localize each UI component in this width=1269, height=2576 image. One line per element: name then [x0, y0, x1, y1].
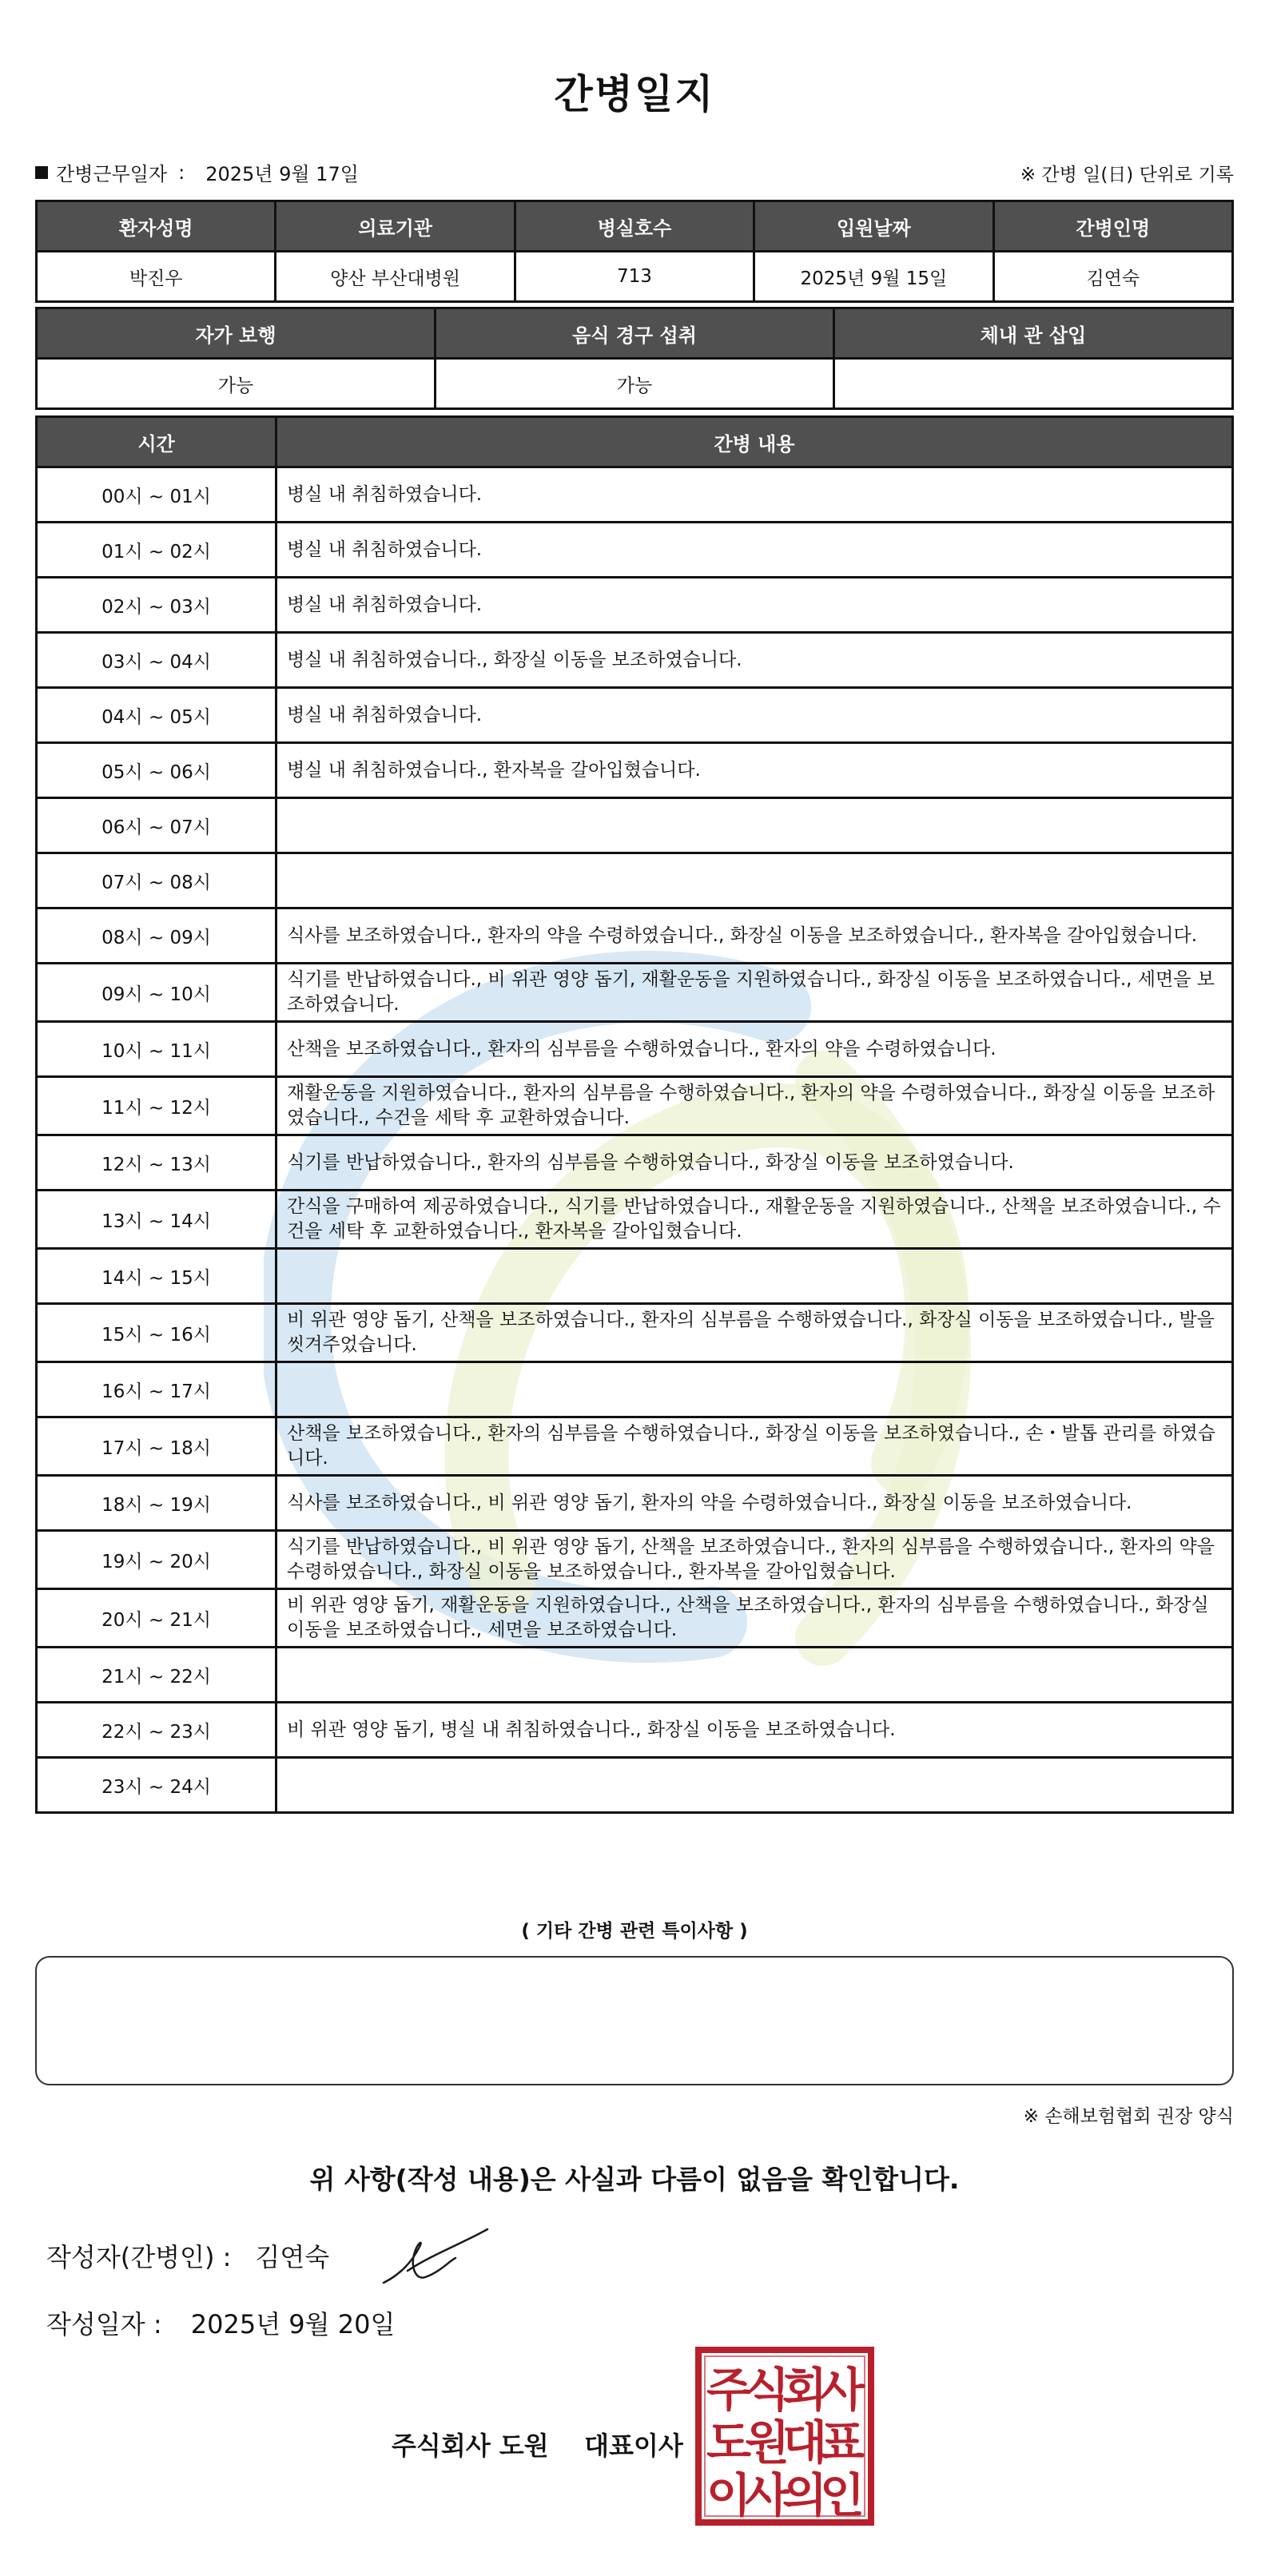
log-time: 06시 ~ 07시 [37, 798, 276, 853]
signature-mark [376, 2223, 495, 2295]
log-row [37, 1191, 1233, 1249]
oral-intake-value: 가능 [436, 359, 834, 409]
written-date-line [46, 2304, 395, 2341]
association-note: ※ 손해보험협회 권장 양식 [1023, 2106, 1234, 2127]
seal-char: 회 [782, 2363, 828, 2417]
header-admission-date: 입원날짜 [754, 201, 993, 252]
log-row [37, 1589, 1233, 1648]
written-date: 2025년 9월 20일 [190, 2309, 396, 2339]
log-content: 비 위관 영양 돕기, 병실 내 취침하였습니다., 화장실 이동을 보조하였습니다. [276, 1703, 1233, 1758]
written-date-label: 작성일자 : [46, 2309, 162, 2339]
patient-info-table [35, 200, 1234, 303]
log-content: 산책을 보조하였습니다., 환자의 심부름을 수행하였습니다., 화장실 이동을 보조하였습니다., 손・발톱 관리를 하였습니다. [276, 1417, 1233, 1476]
log-row [37, 908, 1233, 964]
log-content [276, 1758, 1233, 1813]
notes-title: ( 기타 간병 관련 특이사항 ) [521, 1921, 748, 1942]
log-time: 01시 ~ 02시 [37, 523, 276, 578]
log-row [37, 578, 1233, 633]
work-date [35, 158, 359, 186]
log-row [37, 1476, 1233, 1531]
header-caregiver: 간병인명 [993, 201, 1232, 252]
log-row [37, 964, 1233, 1022]
log-time: 07시 ~ 08시 [37, 853, 276, 908]
log-row [37, 1417, 1233, 1476]
patient-name: 박진우 [37, 252, 276, 302]
log-time: 13시 ~ 14시 [37, 1191, 276, 1249]
header-time: 시간 [37, 417, 276, 467]
seal-char: 식 [744, 2363, 790, 2417]
log-content: 병실 내 취침하였습니다. [276, 467, 1233, 523]
log-row [37, 1531, 1233, 1589]
log-content: 산책을 보조하였습니다., 환자의 심부름을 수행하였습니다., 환자의 약을 수령하였습니다. [276, 1022, 1233, 1077]
log-content: 비 위관 영양 돕기, 재활운동을 지원하였습니다., 산책을 보조하였습니다., 환자의 심부름을 수행하였습니다., 화장실 이동을 보조하였습니다., 세면을 보조하였습니다. [276, 1589, 1233, 1648]
log-time: 03시 ~ 04시 [37, 633, 276, 688]
log-time: 16시 ~ 17시 [37, 1362, 276, 1417]
log-row [37, 1758, 1233, 1813]
header-walking: 자가 보행 [37, 308, 436, 359]
log-content: 병실 내 취침하였습니다. [276, 688, 1233, 743]
seal-char: 사 [819, 2363, 865, 2417]
log-time: 05시 ~ 06시 [37, 743, 276, 798]
log-row [37, 853, 1233, 908]
header-patient-name: 환자성명 [37, 201, 276, 252]
log-content [276, 1362, 1233, 1417]
header-room: 병실호수 [515, 201, 754, 252]
log-row [37, 1703, 1233, 1758]
log-content: 식기를 반납하였습니다., 비 위관 영양 돕기, 산책을 보조하였습니다., 환자의 심부름을 수행하였습니다., 환자의 약을 수령하였습니다., 화장실 이동을 보조하였습니다., 환자복을 갈아입혔습니다. [276, 1531, 1233, 1589]
patient-status-table [35, 307, 1234, 410]
work-date-colon: : [178, 161, 185, 184]
log-time: 02시 ~ 03시 [37, 578, 276, 633]
author-line [46, 2237, 329, 2274]
hospital-name: 양산 부산대병원 [276, 252, 515, 302]
log-row [37, 1022, 1233, 1077]
seal-char: 주 [706, 2363, 752, 2417]
seal-char: 의 [782, 2468, 828, 2522]
unit-note: ※ 간병 일(日) 단위로 기록 [1020, 165, 1234, 185]
log-content: 식기를 반납하였습니다., 환자의 심부름을 수행하였습니다., 화장실 이동을 보조하였습니다. [276, 1135, 1233, 1191]
log-time: 15시 ~ 16시 [37, 1304, 276, 1362]
log-row [37, 1304, 1233, 1362]
log-content [276, 798, 1233, 853]
log-time: 00시 ~ 01시 [37, 467, 276, 523]
log-row [37, 467, 1233, 523]
log-row [37, 743, 1233, 798]
log-time: 19시 ~ 20시 [37, 1531, 276, 1589]
log-content: 병실 내 취침하였습니다. [276, 523, 1233, 578]
log-content [276, 1249, 1233, 1304]
seal-char: 도 [706, 2415, 752, 2470]
log-time: 12시 ~ 13시 [37, 1135, 276, 1191]
header-hospital: 의료기관 [276, 201, 515, 252]
log-content: 식기를 반납하였습니다., 비 위관 영양 돕기, 재활운동을 지원하였습니다., 화장실 이동을 보조하였습니다., 세면을 보조하였습니다. [276, 964, 1233, 1022]
log-time: 09시 ~ 10시 [37, 964, 276, 1022]
log-content [276, 1648, 1233, 1703]
room-number: 713 [515, 252, 754, 302]
log-content: 간식을 구매하여 제공하였습니다., 식기를 반납하였습니다., 재활운동을 지원하였습니다., 산책을 보조하였습니다., 수건을 세탁 후 교환하였습니다., 환자복을 갈아입혔습니다. [276, 1191, 1233, 1249]
log-row [37, 798, 1233, 853]
log-row [37, 1135, 1233, 1191]
admission-date: 2025년 9월 15일 [754, 252, 993, 302]
log-time: 21시 ~ 22시 [37, 1648, 276, 1703]
care-log-table [35, 415, 1234, 1814]
tube-value [834, 359, 1233, 409]
log-row [37, 688, 1233, 743]
log-row [37, 523, 1233, 578]
log-time: 08시 ~ 09시 [37, 908, 276, 964]
log-time: 10시 ~ 11시 [37, 1022, 276, 1077]
log-time: 17시 ~ 18시 [37, 1417, 276, 1476]
seal-char: 표 [819, 2415, 865, 2470]
header-oral-intake: 음식 경구 섭취 [436, 308, 834, 359]
log-row [37, 1648, 1233, 1703]
confirmation-statement: 위 사항(작성 내용)은 사실과 다름이 없음을 확인합니다. [309, 2164, 960, 2195]
log-time: 20시 ~ 21시 [37, 1589, 276, 1648]
seal-char: 원 [744, 2415, 790, 2470]
seal-char: 이 [706, 2468, 752, 2522]
notes-box [35, 1956, 1234, 2085]
company-representative: 주식회사 도원 대표이사 [392, 2431, 683, 2461]
log-content: 병실 내 취침하였습니다., 화장실 이동을 보조하였습니다. [276, 633, 1233, 688]
log-row [37, 1362, 1233, 1417]
log-content [276, 853, 1233, 908]
log-row [37, 633, 1233, 688]
log-content: 병실 내 취침하였습니다., 환자복을 갈아입혔습니다. [276, 743, 1233, 798]
log-time: 04시 ~ 05시 [37, 688, 276, 743]
log-content: 식사를 보조하였습니다., 환자의 약을 수령하였습니다., 화장실 이동을 보조하였습니다., 환자복을 갈아입혔습니다. [276, 908, 1233, 964]
header-tube: 체내 관 삽입 [834, 308, 1233, 359]
seal-char: 사 [744, 2468, 790, 2522]
log-content: 식사를 보조하였습니다., 비 위관 영양 돕기, 환자의 약을 수령하였습니다., 화장실 이동을 보조하였습니다. [276, 1476, 1233, 1531]
work-date-label: 간병근무일자 [56, 163, 168, 185]
log-row [37, 1077, 1233, 1135]
log-time: 11시 ~ 12시 [37, 1077, 276, 1135]
walking-value: 가능 [37, 359, 436, 409]
work-date-value: 2025년 9월 17일 [205, 163, 359, 185]
caregiver-name: 김연숙 [993, 252, 1232, 302]
log-time: 18시 ~ 19시 [37, 1476, 276, 1531]
header-care-content: 간병 내용 [276, 417, 1233, 467]
author-label: 작성자(간병인) : [46, 2242, 232, 2272]
document-title: 간병일지 [554, 71, 715, 117]
seal-char: 인 [819, 2468, 865, 2522]
log-time: 14시 ~ 15시 [37, 1249, 276, 1304]
seal-char: 대 [782, 2415, 828, 2470]
log-row [37, 1249, 1233, 1304]
log-time: 22시 ~ 23시 [37, 1703, 276, 1758]
log-content: 재활운동을 지원하였습니다., 환자의 심부름을 수행하였습니다., 환자의 약을 수령하였습니다., 화장실 이동을 보조하였습니다., 수건을 세탁 후 교환하였습니다. [276, 1077, 1233, 1135]
square-bullet-icon [35, 166, 48, 179]
author-name: 김연숙 [255, 2242, 330, 2272]
log-content: 비 위관 영양 돕기, 산책을 보조하였습니다., 환자의 심부름을 수행하였습니다., 화장실 이동을 보조하였습니다., 발을 씻겨주었습니다. [276, 1304, 1233, 1362]
company-seal [695, 2347, 874, 2526]
log-content: 병실 내 취침하였습니다. [276, 578, 1233, 633]
log-time: 23시 ~ 24시 [37, 1758, 276, 1813]
